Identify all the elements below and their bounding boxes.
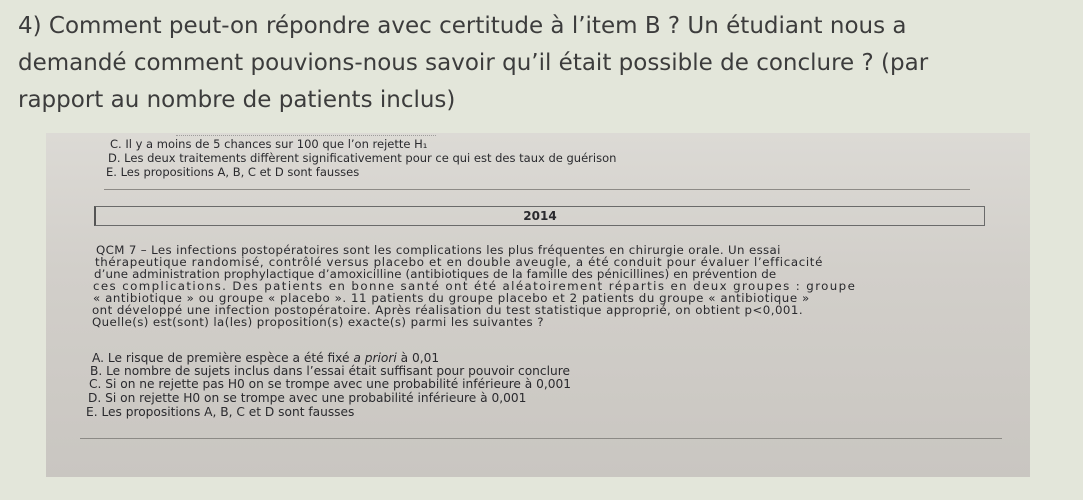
answer-a-italic: a priori [353,351,397,365]
prev-item-c: C. Il y a moins de 5 chances sur 100 que l’on rejette H₁ [110,137,428,151]
exam-photo [46,133,1030,477]
question-line-2: demandé comment pouvions-nous savoir qu’il était possible de conclure ? (par [18,50,929,76]
answer-b: B. Le nombre de sujets inclus dans l’essai était suffisant pour pouvoir conclure [90,364,570,378]
prev-item-d: D. Les deux traitements diffèrent significativement pour ce qui est des taux de guérison [108,151,617,165]
year-label: 2014 [523,209,557,223]
question-line-1: 4) Comment peut-on répondre avec certitude à l’item B ? Un étudiant nous a [18,13,907,39]
qcm-line-3: d’une administration prophylactique d’amoxicilline (antibiotiques de la famille des pénicillines) en prévention de [94,267,777,281]
separator-line-top [104,189,970,190]
answer-a-text: A. Le risque de première espèce a été fixé [92,351,354,365]
answer-a-suffix: à 0,01 [396,351,440,365]
slide-question [18,8,1068,119]
qcm-line-2: thérapeutique randomisé, contrôlé versus placebo et en double aveugle, a été conduit pour évaluer l’efficacité [95,255,823,269]
answer-d: D. Si on rejette H0 on se trompe avec une probabilité inférieure à 0,001 [88,391,527,405]
qcm-line-5: « antibiotique » ou groupe « placebo ». 11 patients du groupe placebo et 2 patients du groupe « antibiotique » [93,291,810,305]
answer-c: C. Si on ne rejette pas H0 on se trompe avec une probabilité inférieure à 0,001 [89,377,572,391]
prev-item-e: E. Les propositions A, B, C et D sont fausses [106,165,360,179]
qcm-line-7: Quelle(s) est(sont) la(les) proposition(s) exacte(s) parmi les suivantes ? [92,315,544,329]
qcm-line-4: ces complications. Des patients en bonne santé ont été aléatoirement répartis en deux groupes : groupe [93,279,857,293]
exam-page [46,133,1030,477]
question-line-3: rapport au nombre de patients inclus) [18,87,456,113]
separator-line-bottom [80,438,1002,439]
answer-e: E. Les propositions A, B, C et D sont fausses [86,405,355,419]
qcm-line-6: ont développé une infection postopératoire. Après réalisation du test statistique approprié, on obtient p<0,001. [92,303,804,317]
qcm-line-1: QCM 7 – Les infections postopératoires sont les complications les plus fréquentes en chirurgie orale. Un essai [96,243,781,257]
year-header-box [94,206,985,226]
cut-off-text-line [176,133,436,136]
